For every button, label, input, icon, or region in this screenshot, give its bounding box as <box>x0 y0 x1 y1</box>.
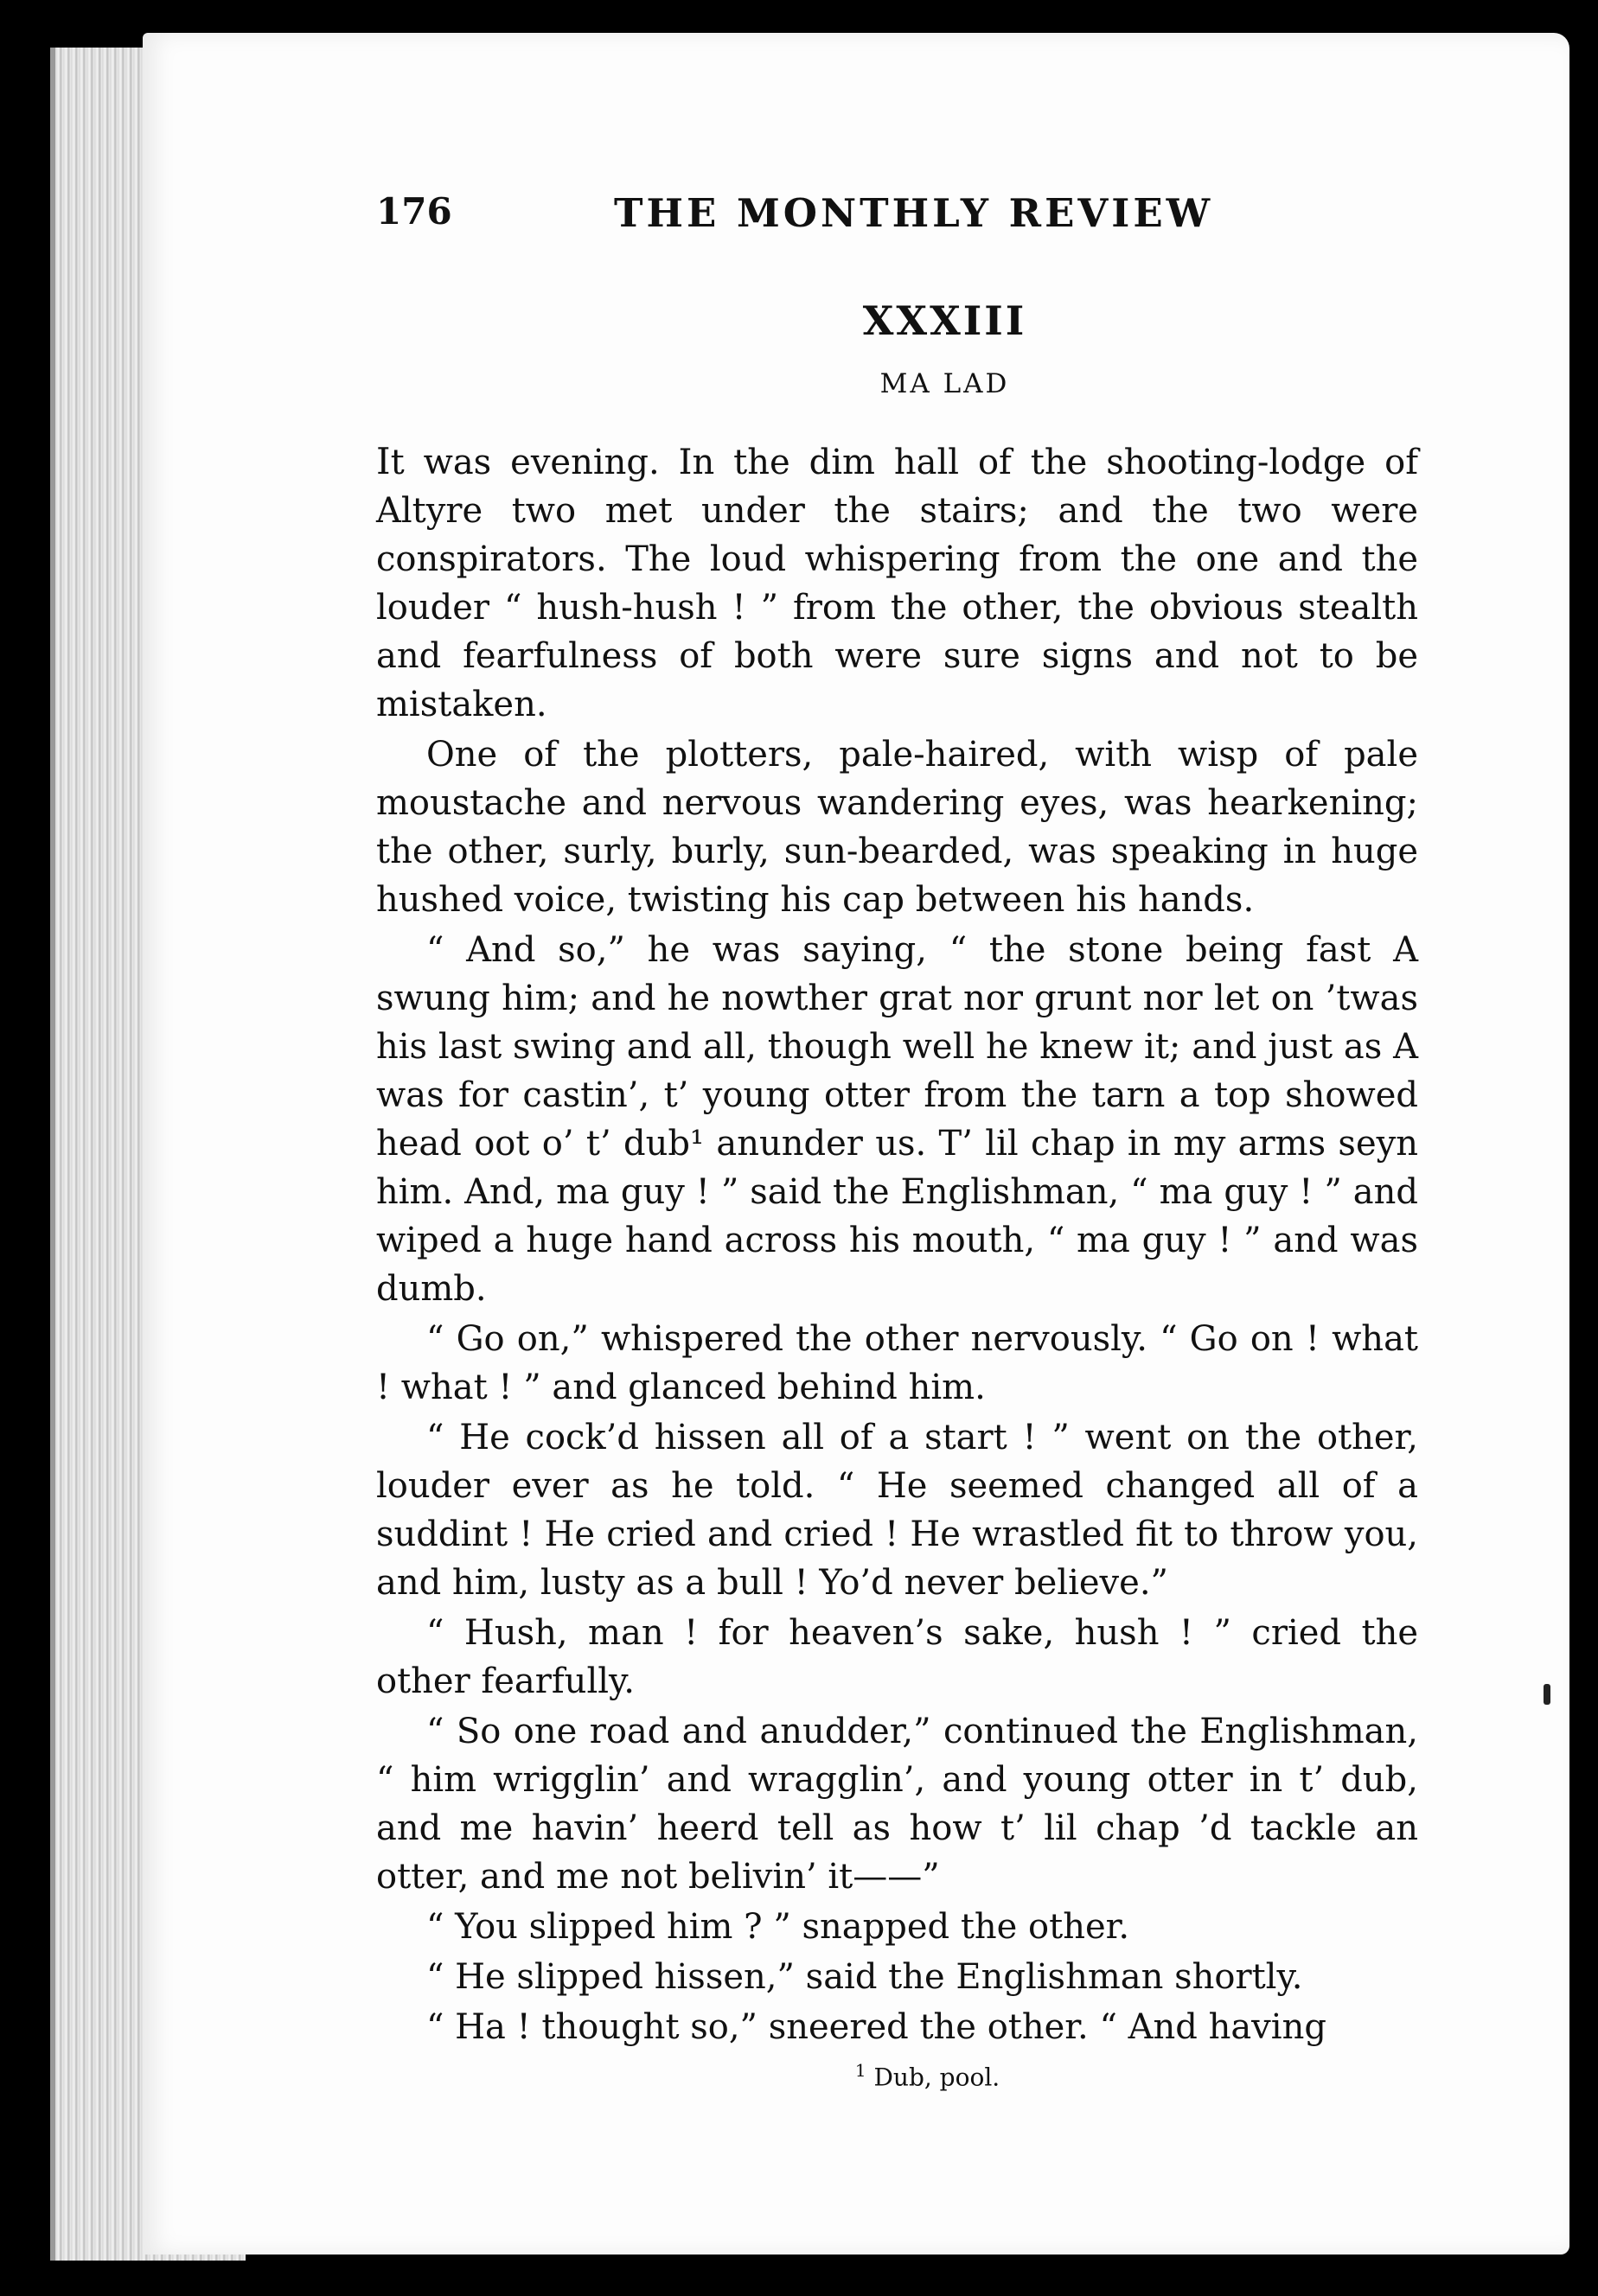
paragraph: One of the plotters, pale-haired, with wisp of pale moustache and nervous wandering eyes, was hearkening; the other, surly, burly, sun-bearded, was speaking in huge hushed voice, twisting his cap between his hands. <box>376 735 1418 920</box>
footnote-marker: 1 <box>854 2060 866 2081</box>
journal-title: THE MONTHLY REVIEW <box>614 190 1214 236</box>
paragraph: “ Hush, man ! for heaven’s sake, hush ! ” cried the other fearfully. <box>376 1613 1418 1701</box>
paragraph: “ You slipped him ? ” snapped the other. <box>426 1907 1130 1947</box>
chapter-title: MA LAD <box>879 368 1010 399</box>
paragraph: “ So one road and anudder,” continued the Englishman, “ him wrigglin’ and wragglin’, and young otter in t’ dub, and me havin’ heerd tell as how t’ lil chap ’d tackle an otter, and me not belivin’ it——” <box>376 1712 1418 1897</box>
page-number: 176 <box>376 190 452 233</box>
chapter-number: XXXIII <box>862 297 1027 344</box>
paragraph: “ He slipped hissen,” said the Englishman shortly. <box>426 1957 1303 1997</box>
binding-mark <box>1544 1684 1550 1705</box>
paragraph: “ And so,” he was saying, “ the stone being fast A swung him; and he nowther grat nor grunt nor let on ’twas his last swing and all, though well he knew it; and just as A was for castin’, t’ young otter from the tarn a top showed head oot o’ t’ dub¹ anunder us. T’ lil chap in my arms seyn him. And, ma guy ! ” said the Englishman, “ ma guy ! ” and wiped a huge hand across his mouth, “ ma guy ! ” and was dumb. <box>376 930 1418 1309</box>
running-head <box>376 190 1418 246</box>
paragraph: “ He cock’d hissen all of a start ! ” went on the other, louder ever as he told. “ He seemed changed all of a suddint ! He cried and cried ! He wrastled fit to throw you, and him, lusty as a bull ! Yo’d never believe.” <box>376 1418 1418 1603</box>
footnote-text: Dub, pool. <box>873 2063 1000 2092</box>
paragraph: “ Ha ! thought so,” sneered the other. “ And having <box>426 2007 1326 2047</box>
footnote <box>376 2060 1418 2091</box>
paragraph: “ Go on,” whispered the other nervously. “ Go on ! what ! what ! ” and glanced behind him. <box>376 1319 1418 1407</box>
body-text <box>376 437 1418 2051</box>
page-text-block <box>376 190 1418 2091</box>
paragraph: It was evening. In the dim hall of the shooting-lodge of Altyre two met under the stairs; and the two were conspirators. The loud whispering from the one and the louder “ hush-hush ! ” from the other, the obvious stealth and fearfulness of both were sure signs and not to be mistaken. <box>376 440 1418 724</box>
